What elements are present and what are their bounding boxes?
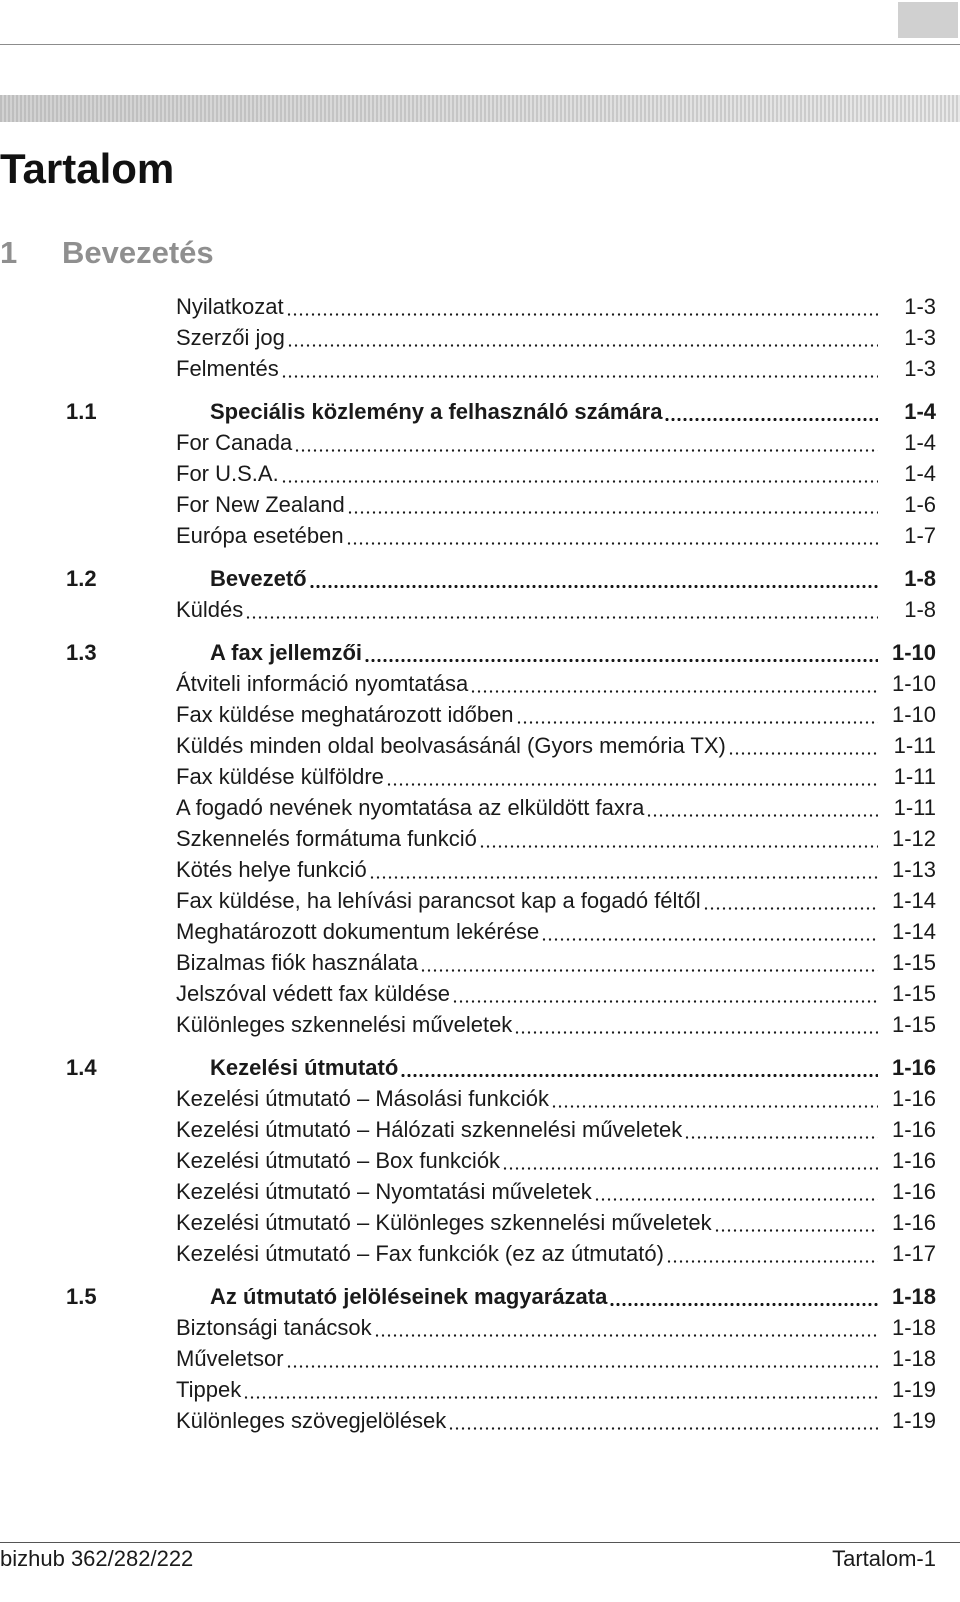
toc-section-number: 1.4 xyxy=(66,1055,97,1080)
toc-page-number: 1-15 xyxy=(891,1012,936,1037)
toc-entry-title: Fax küldése meghatározott időben xyxy=(176,702,514,727)
toc-entry-title: Tippek xyxy=(176,1377,242,1402)
toc-page-number: 1-14 xyxy=(891,919,936,944)
toc-entry[interactable] xyxy=(0,353,960,384)
toc-entry-title: Kezelési útmutató – Nyomtatási műveletek xyxy=(176,1179,592,1204)
toc-dot-leader xyxy=(287,327,878,347)
toc-dot-leader xyxy=(347,494,878,514)
toc-entry-title: For U.S.A. xyxy=(176,461,279,486)
toc-entry-title: Bevezető xyxy=(210,566,307,591)
toc-entry[interactable] xyxy=(0,458,960,489)
toc-page-number: 1-16 xyxy=(891,1055,936,1080)
toc-entry[interactable] xyxy=(0,792,960,823)
toc-dot-leader xyxy=(502,1150,878,1170)
toc-entry[interactable] xyxy=(0,1238,960,1269)
toc-entry-title: Küldés xyxy=(176,597,244,622)
decorative-band-shade xyxy=(0,95,960,122)
toc-entry[interactable] xyxy=(0,322,960,353)
toc-entry[interactable] xyxy=(0,291,960,322)
toc-entry[interactable] xyxy=(0,761,960,792)
toc-section-number: 1.3 xyxy=(66,640,97,665)
toc-dot-leader xyxy=(551,1088,878,1108)
toc-dot-leader xyxy=(245,599,878,619)
toc-page-number: 1-7 xyxy=(904,523,936,548)
corner-tab-marker xyxy=(898,2,958,38)
toc-dot-leader xyxy=(714,1212,878,1232)
toc-entry[interactable] xyxy=(0,1083,960,1114)
footer-product-name: bizhub 362/282/222 xyxy=(0,1546,194,1571)
toc-page-number: 1-3 xyxy=(904,294,936,319)
toc-page-number: 1-6 xyxy=(904,492,936,517)
toc-page-number: 1-11 xyxy=(893,733,936,758)
toc-page-number: 1-16 xyxy=(891,1117,936,1142)
toc-entry[interactable] xyxy=(0,823,960,854)
toc-dot-leader xyxy=(646,797,878,817)
toc-dot-leader xyxy=(386,766,878,786)
toc-section-entry[interactable] xyxy=(0,1052,960,1083)
toc-entry[interactable] xyxy=(0,699,960,730)
toc-section-number: 1.2 xyxy=(66,566,97,591)
toc-entry-title: Jelszóval védett fax küldése xyxy=(176,981,450,1006)
toc-page-number: 1-19 xyxy=(891,1377,936,1402)
toc-entry-title: Műveletsor xyxy=(176,1346,284,1371)
toc-dot-leader xyxy=(470,673,878,693)
toc-page-number: 1-11 xyxy=(893,795,936,820)
toc-entry-title: Átviteli információ nyomtatása xyxy=(176,671,469,696)
toc-dot-leader xyxy=(281,463,878,483)
toc-entry[interactable] xyxy=(0,854,960,885)
toc-page-number: 1-18 xyxy=(891,1284,936,1309)
toc-entry-title: Fax küldése külföldre xyxy=(176,764,384,789)
toc-dot-leader xyxy=(400,1057,878,1077)
toc-page-number: 1-3 xyxy=(904,356,936,381)
chapter-title: Bevezetés xyxy=(62,235,214,270)
toc-page-number: 1-10 xyxy=(891,640,936,665)
toc-entry-title: Kezelési útmutató – Hálózati szkennelési műveletek xyxy=(176,1117,683,1142)
toc-section-entry[interactable] xyxy=(0,563,960,594)
toc-entry[interactable] xyxy=(0,489,960,520)
toc-entry-title: Európa esetében xyxy=(176,523,344,548)
toc-entry-title: For Canada xyxy=(176,430,293,455)
toc-entry-title: Különleges szövegjelölések xyxy=(176,1408,447,1433)
toc-dot-leader xyxy=(369,859,878,879)
toc-entry-title: Kezelési útmutató – Másolási funkciók xyxy=(176,1086,549,1111)
toc-page-number: 1-18 xyxy=(891,1346,936,1371)
toc-dot-leader xyxy=(294,432,878,452)
toc-entry[interactable] xyxy=(0,594,960,625)
toc-entry[interactable] xyxy=(0,1009,960,1040)
toc-dot-leader xyxy=(684,1119,878,1139)
toc-entry[interactable] xyxy=(0,885,960,916)
toc-entry[interactable] xyxy=(0,668,960,699)
toc-page-number: 1-11 xyxy=(893,764,936,789)
toc-section-entry[interactable] xyxy=(0,637,960,668)
toc-entry[interactable] xyxy=(0,1145,960,1176)
toc-dot-leader xyxy=(728,735,878,755)
toc-entry-title: Speciális közlemény a felhasználó számára xyxy=(210,399,663,424)
toc-dot-leader xyxy=(664,401,878,421)
toc-dot-leader xyxy=(609,1286,878,1306)
toc-entry-title: Kötés helye funkció xyxy=(176,857,367,882)
toc-page-number: 1-19 xyxy=(891,1408,936,1433)
toc-entry-title: Küldés minden oldal beolvasásánál (Gyors memória TX) xyxy=(176,733,726,758)
toc-dot-leader xyxy=(448,1410,878,1430)
toc-dot-leader xyxy=(286,1348,878,1368)
toc-entry-title: A fogadó nevének nyomtatása az elküldött faxra xyxy=(176,795,645,820)
toc-dot-leader xyxy=(666,1243,878,1263)
footer-page-number: Tartalom-1 xyxy=(832,1546,936,1571)
toc-entry[interactable] xyxy=(0,1343,960,1374)
toc-entry[interactable] xyxy=(0,730,960,761)
toc-dot-leader xyxy=(346,525,878,545)
toc-entry-title: For New Zealand xyxy=(176,492,345,517)
toc-dot-leader xyxy=(594,1181,878,1201)
toc-entry[interactable] xyxy=(0,1405,960,1436)
toc-entry[interactable] xyxy=(0,1114,960,1145)
footer-rule xyxy=(0,1542,960,1543)
toc-dot-leader xyxy=(514,1014,878,1034)
toc-entry-title: Meghatározott dokumentum lekérése xyxy=(176,919,540,944)
toc-entry[interactable] xyxy=(0,1176,960,1207)
toc-dot-leader xyxy=(703,890,878,910)
chapter-number: 1 xyxy=(0,235,18,270)
toc-dot-leader xyxy=(541,921,878,941)
toc-entry[interactable] xyxy=(0,1312,960,1343)
toc-entry-title: Biztonsági tanácsok xyxy=(176,1315,372,1340)
toc-dot-leader xyxy=(452,983,878,1003)
toc-page-number: 1-10 xyxy=(891,702,936,727)
toc-entry-title: Különleges szkennelési műveletek xyxy=(176,1012,513,1037)
toc-dot-leader xyxy=(420,952,878,972)
toc-entry-title: Kezelési útmutató – Box funkciók xyxy=(176,1148,501,1173)
toc-page-number: 1-16 xyxy=(891,1086,936,1111)
toc-section-number: 1.5 xyxy=(66,1284,97,1309)
toc-page-number: 1-8 xyxy=(904,566,936,591)
toc-entry-title: A fax jellemzői xyxy=(210,640,363,665)
toc-page-number: 1-3 xyxy=(904,325,936,350)
toc-entry-title: Nyilatkozat xyxy=(176,294,284,319)
toc-entry-title: Szerzői jog xyxy=(176,325,285,350)
toc-entry[interactable] xyxy=(0,427,960,458)
toc-entry-title: Kezelési útmutató – Különleges szkennelési műveletek xyxy=(176,1210,712,1235)
page-title: Tartalom xyxy=(0,145,175,192)
toc-entry-title: Bizalmas fiók használata xyxy=(176,950,419,975)
toc-page-number: 1-15 xyxy=(891,950,936,975)
toc-dot-leader xyxy=(243,1379,878,1399)
toc-entry[interactable] xyxy=(0,916,960,947)
toc-dot-leader xyxy=(286,296,878,316)
toc-section-number: 1.1 xyxy=(66,399,97,424)
toc-entry-title: Kezelési útmutató xyxy=(210,1055,399,1080)
toc-page-number: 1-13 xyxy=(891,857,936,882)
toc-page-number: 1-4 xyxy=(904,399,936,424)
toc-page-number: 1-14 xyxy=(891,888,936,913)
toc-page-number: 1-17 xyxy=(891,1241,936,1266)
toc-section-entry[interactable] xyxy=(0,396,960,427)
toc-entry[interactable] xyxy=(0,1374,960,1405)
toc-dot-leader xyxy=(309,568,878,588)
toc-page-number: 1-16 xyxy=(891,1210,936,1235)
toc-entry-title: Az útmutató jelöléseinek magyarázata xyxy=(210,1284,608,1309)
toc-page-number: 1-15 xyxy=(891,981,936,1006)
toc-page-number: 1-16 xyxy=(891,1148,936,1173)
toc-page-number: 1-12 xyxy=(891,826,936,851)
toc-entry-title: Szkennelés formátuma funkció xyxy=(176,826,477,851)
toc-entry-title: Fax küldése, ha lehívási parancsot kap a fogadó féltől xyxy=(176,888,701,913)
toc-page-number: 1-4 xyxy=(904,430,936,455)
toc-page-number: 1-8 xyxy=(904,597,936,622)
toc-dot-leader xyxy=(281,358,878,378)
toc-page-number: 1-10 xyxy=(891,671,936,696)
toc-entry[interactable] xyxy=(0,978,960,1009)
toc-dot-leader xyxy=(479,828,878,848)
toc-section-entry[interactable] xyxy=(0,1281,960,1312)
toc-entry[interactable] xyxy=(0,1207,960,1238)
toc-entry-title: Felmentés xyxy=(176,356,279,381)
toc-dot-leader xyxy=(374,1317,878,1337)
header-rule xyxy=(0,44,960,45)
table-of-contents xyxy=(0,291,960,1436)
toc-entry[interactable] xyxy=(0,520,960,551)
toc-page-number: 1-18 xyxy=(891,1315,936,1340)
toc-entry-title: Kezelési útmutató – Fax funkciók (ez az útmutató) xyxy=(176,1241,664,1266)
toc-page-number: 1-16 xyxy=(891,1179,936,1204)
toc-dot-leader xyxy=(364,642,878,662)
toc-entry[interactable] xyxy=(0,947,960,978)
chapter-heading xyxy=(0,235,214,271)
toc-page-number: 1-4 xyxy=(904,461,936,486)
toc-dot-leader xyxy=(516,704,878,724)
